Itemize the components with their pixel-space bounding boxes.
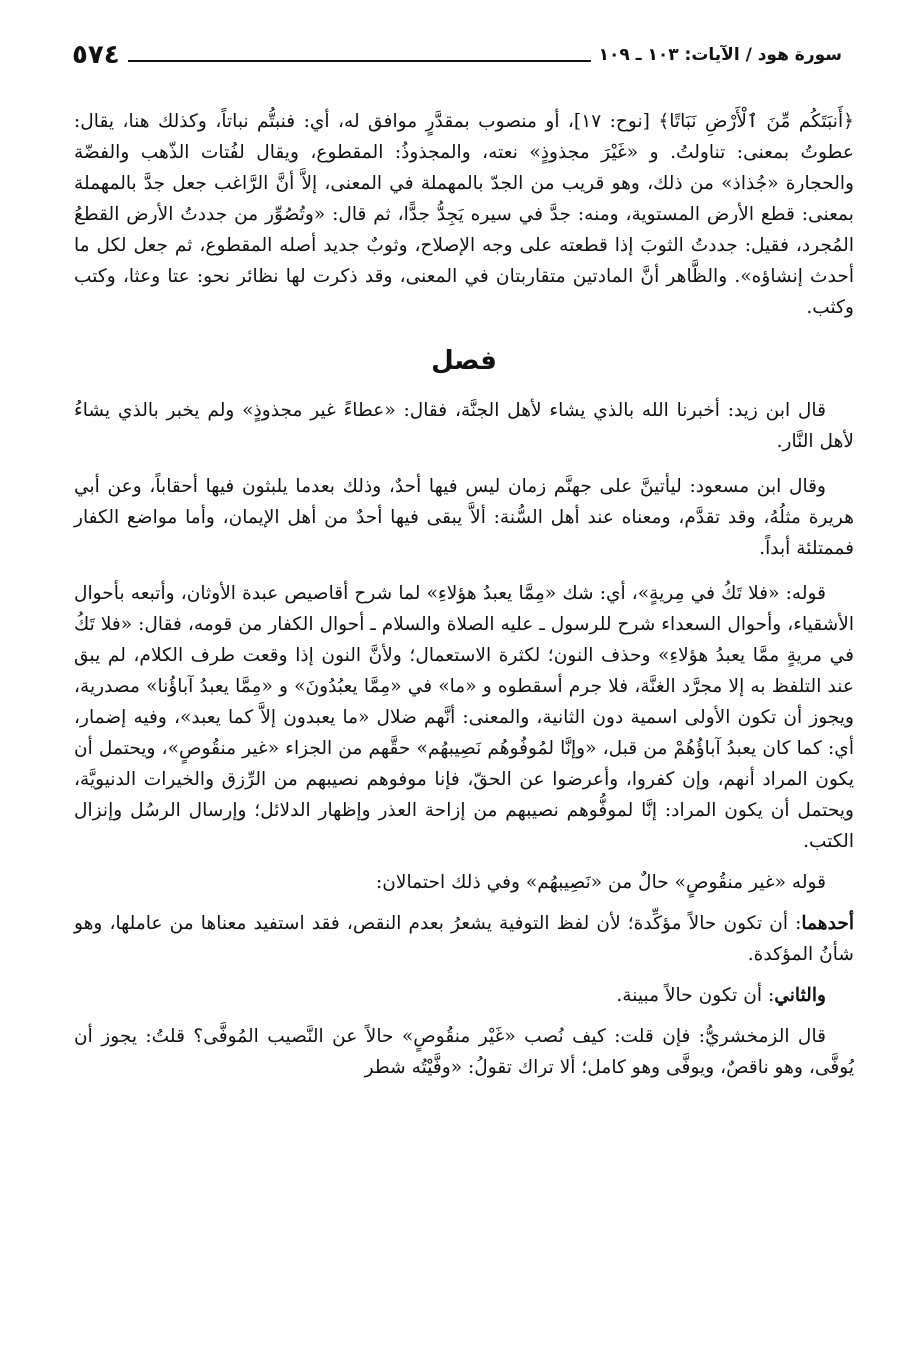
- paragraph-gap: [74, 1011, 854, 1021]
- header-rule: [128, 60, 591, 62]
- body-paragraph: قال ابن زيد: أخبرنا الله بالذي يشاء لأهل الجنَّة، فقال: «عطاءً غير مجذوذٍ» ولم يخبر بالذي يشاءُ لأهل النَّار.: [74, 400, 854, 452]
- possibility-text: : أن تكون حالاً مؤكِّدة؛ لأن لفظ التوفية يشعرُ بعدم النقص، فقد استفيد معناها من عاملها، وهو شأنُ المؤكدة.: [74, 913, 854, 965]
- possibility-lead: أحدهما: [801, 913, 854, 934]
- possibility-text: : أن تكون حالاً مبينة.: [616, 985, 775, 1006]
- possibility-paragraph: [74, 980, 854, 1011]
- header-title: سورة هود / الآيات: ١٠٣ ـ ١٠٩: [598, 45, 842, 65]
- paragraph-gap: [74, 857, 854, 867]
- body-paragraph: قوله: «فلا تَكُ في مِريةٍ»، أي: شك «مِمَّا يعبدُ هؤلاءِ» لما شرح أقاصيص عبدة الأوثان، وأتبعه بأحوال الأشقياء، وأحوال السعداء شرح للرسول ـ عليه الصلاة والسلام ـ أحوال الكفار من قومه، فقال: «فلا تَكُ في مريةٍ ممَّا يعبدُ هؤلاءِ» وحذف النون؛ لكثرة الاستعمال؛ ولأنَّ النون إذا وقعت طرف الكلام، لم يبق عند التلفظ به إلا مجرَّد الغنَّة، فلا جرم أسقطوه و «ما» في «مِمَّا يعبُدُونَ» و «مِمَّا يعبدُ آباؤُنا» مصدرية، ويجوز أن تكون الأولى اسمية دون الثانية، والمعنى: أنَّهم ضلال «ما يعبدون إلاَّ كما يعبد»، وفيه إضمار، أي: كما كان يعبدُ آباؤُهُمْ من قبل، «وإنَّا لمُوفُوهُم نَصِيبهُم» حقَّهم من الجزاء «غير منقُوصٍ»، ويحتمل أن يكون المراد أنهم، وإن كفروا، وأعرضوا عن الحقّ، فإنا موفوهم نصيبهم من الرِّزق والخيرات الدنيويَّة، ويحتمل أن يكون المراد: إنَّا لموفُّوهم نصيبهم من إزاحة العذر وإظهار الدلائل؛ وإرسال الرسُل وإنزال الكتب.: [74, 583, 854, 852]
- paragraph-gap: [74, 564, 854, 578]
- possibility-lead: والثاني: [774, 985, 826, 1006]
- page-number: ٥٧٤: [72, 40, 120, 70]
- possibility-paragraph: [74, 908, 854, 970]
- running-header: [62, 30, 842, 70]
- body-paragraph: قوله «غير منقُوصٍ» حالٌ من «نَصِيبهُم» وفي ذلك احتمالان:: [375, 872, 826, 893]
- page-body: [74, 106, 854, 1083]
- paragraph-gap: [74, 898, 854, 908]
- paragraph-gap: [74, 457, 854, 471]
- paragraph-gap: [74, 970, 854, 980]
- body-paragraph: ﴿أَنبَتَكُم مِّنَ ٱلْأَرْضِ نَبَاتًا﴾ [نوح: ١٧]، أو منصوب بمقدَّرٍ موافق له، أي: فنبتُّم نباتاً، وكذلك هنا، يقال: عطوتُ بمعنى: تناولتُ. و «غَيْرَ مجذوذٍ» نعته، والمجذوذُ: المقطوع، ويقال لفُتات الذّهب والفضّة والحجارة «جُذاذ» من ذلك، وهو قريب من الجدّ بالمهملة في المعنى، إلاَّ أنَّ الرَّاغب جعل جدَّ بالمهملة بمعنى: قطع الأرض المستوية، ومنه: جدَّ في سيره يَجِدُّ جدًّا، ثم قال: «وتُصُوِّر من جددتُ الأرض القطعُ المُجرد، فقيل: جددتُ الثوبَ إذا قطعته على وجه الإصلاح، وثوبٌ جديد أصله المقطوع، ثم جعل لكل ما أحدث إنشاؤه». والظَّاهر أنَّ المادتين متقاربتان في المعنى، وقد ذكرت لها نظائر نحو: عتا وعثا، وكتب وكثب.: [74, 111, 855, 318]
- body-paragraph: قال الزمخشريُّ: فإن قلت: كيف نُصب «غَيْر منقُوصٍ» حالاً عن النَّصيب المُوفَّى؟ قلتُ: يجوز أن يُوفَّى، وهو ناقصٌ، ويوفَّى وهو كامل؛ ألا تراك تقولُ: «وفَّيْتُه شطر: [74, 1026, 854, 1078]
- body-paragraph: وقال ابن مسعود: ليأتينَّ على جهنَّم زمان ليس فيها أحدٌ، وذلك بعدما يلبثون فيها أحقاباً، وعن أبي هريرة مثلُهُ، وقد تقدَّم، ومعناه عند أهل السُّنة: ألاَّ يبقى فيها أحدٌ من أهل الإيمان، وأما مواضع الكفار فممتلئة أبداً.: [74, 476, 855, 559]
- section-heading: فصل: [431, 346, 497, 376]
